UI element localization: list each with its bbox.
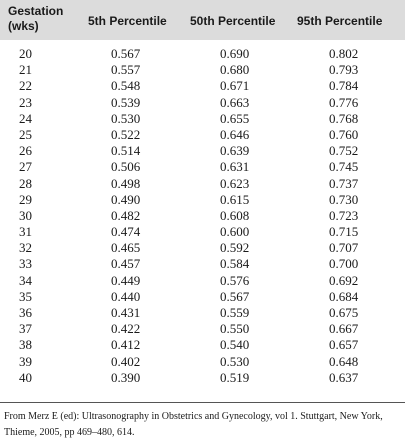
gestation-week-cell: 29 [19, 191, 32, 207]
p95-cell: 0.730 [329, 191, 359, 207]
p95-cell: 0.760 [329, 126, 359, 142]
p50-cell: 0.559 [220, 305, 250, 320]
gestation-week-cell: 24 [19, 110, 32, 126]
p50-cell: 0.576 [220, 272, 250, 288]
p5-cell: 0.465 [111, 240, 141, 256]
p5-cell: 0.539 [111, 94, 141, 110]
table-header [0, 0, 405, 40]
gestation-week-cell: 38 [19, 337, 32, 353]
p95-cell: 0.657 [329, 337, 359, 353]
p50-cell: 0.623 [220, 175, 250, 191]
gestation-week-cell: 36 [19, 305, 32, 320]
p95-cell: 0.752 [329, 143, 359, 159]
p50-cell: 0.600 [220, 224, 250, 240]
table-bottom-rule [0, 402, 405, 403]
table-row [0, 95, 405, 111]
p95-cell: 0.793 [329, 62, 359, 78]
p95-cell: 0.768 [329, 110, 359, 126]
gestation-week-cell: 30 [19, 207, 32, 223]
p95-cell: 0.745 [329, 159, 359, 175]
p5-cell: 0.557 [111, 62, 141, 78]
p95-cell: 0.784 [329, 78, 359, 94]
table-row [0, 143, 405, 159]
header-gestation-line1: Gestation [8, 4, 64, 18]
p95-cell: 0.707 [329, 240, 359, 256]
p5-cell: 0.567 [111, 46, 141, 61]
gestation-week-cell: 35 [19, 288, 32, 304]
p50-cell: 0.615 [220, 191, 250, 207]
p50-cell: 0.567 [220, 288, 250, 304]
p50-cell: 0.663 [220, 94, 250, 110]
p95-cell: 0.675 [329, 305, 359, 320]
header-50th-percentile: 50th Percentile [190, 14, 276, 28]
gestation-week-cell: 39 [19, 353, 32, 369]
p5-cell: 0.498 [111, 175, 141, 191]
table-row [0, 176, 405, 192]
p5-cell: 0.514 [111, 143, 141, 159]
p5-cell: 0.449 [111, 272, 141, 288]
p95-cell: 0.700 [329, 256, 359, 272]
p95-cell: 0.684 [329, 288, 359, 304]
table-row [0, 321, 405, 337]
table-row [0, 111, 405, 127]
p95-cell: 0.723 [329, 207, 359, 223]
header-gestation-line2: (wks) [8, 19, 39, 33]
table-row [0, 289, 405, 305]
gestation-week-cell: 26 [19, 143, 32, 159]
gestation-week-cell: 34 [19, 272, 32, 288]
p50-cell: 0.671 [220, 78, 250, 94]
table-row [0, 354, 405, 370]
p5-cell: 0.457 [111, 256, 141, 272]
p50-cell: 0.655 [220, 110, 250, 126]
p95-cell: 0.715 [329, 224, 359, 240]
p5-cell: 0.482 [111, 207, 141, 223]
p95-cell: 0.692 [329, 272, 359, 288]
p95-cell: 0.737 [329, 175, 359, 191]
gestation-week-cell: 22 [19, 78, 32, 94]
p50-cell: 0.646 [220, 126, 250, 142]
source-citation: From Merz E (ed): Ultrasonography in Obstetrics and Gynecology, vol 1. Stuttgart, New York, Thieme, 2005, pp 469–480, 614. [4, 411, 383, 438]
table-row [0, 78, 405, 94]
header-5th-percentile: 5th Percentile [88, 14, 167, 28]
table-row [0, 192, 405, 208]
p5-cell: 0.522 [111, 126, 141, 142]
gestation-week-cell: 40 [19, 369, 32, 385]
p50-cell: 0.690 [220, 46, 250, 61]
table-row [0, 127, 405, 143]
header-95th-percentile: 95th Percentile [297, 14, 383, 28]
table-row [0, 240, 405, 256]
table-row [0, 208, 405, 224]
table-row [0, 273, 405, 289]
p5-cell: 0.390 [111, 369, 141, 385]
table-row [0, 305, 405, 321]
gestation-week-cell: 28 [19, 175, 32, 191]
p5-cell: 0.548 [111, 78, 141, 94]
p5-cell: 0.506 [111, 159, 141, 175]
p50-cell: 0.519 [220, 369, 250, 385]
p95-cell: 0.637 [329, 369, 359, 385]
gestation-week-cell: 23 [19, 94, 32, 110]
p50-cell: 0.631 [220, 159, 250, 175]
table-row [0, 256, 405, 272]
table-row [0, 224, 405, 240]
p50-cell: 0.540 [220, 337, 250, 353]
percentile-table-body [0, 46, 405, 386]
header-gestation [8, 4, 63, 34]
gestation-week-cell: 33 [19, 256, 32, 272]
p5-cell: 0.474 [111, 224, 141, 240]
table-row [0, 337, 405, 353]
p50-cell: 0.550 [220, 321, 250, 337]
p95-cell: 0.648 [329, 353, 359, 369]
gestation-week-cell: 25 [19, 126, 32, 142]
gestation-week-cell: 20 [19, 46, 32, 61]
p50-cell: 0.639 [220, 143, 250, 159]
p5-cell: 0.490 [111, 191, 141, 207]
p95-cell: 0.776 [329, 94, 359, 110]
p50-cell: 0.592 [220, 240, 250, 256]
table-row [0, 159, 405, 175]
p5-cell: 0.422 [111, 321, 141, 337]
p5-cell: 0.440 [111, 288, 141, 304]
p5-cell: 0.402 [111, 353, 141, 369]
p5-cell: 0.431 [111, 305, 141, 320]
p50-cell: 0.584 [220, 256, 250, 272]
table-row [0, 370, 405, 386]
table-row [0, 46, 405, 62]
p5-cell: 0.412 [111, 337, 141, 353]
p50-cell: 0.680 [220, 62, 250, 78]
table-row [0, 62, 405, 78]
gestation-week-cell: 27 [19, 159, 32, 175]
p50-cell: 0.608 [220, 207, 250, 223]
p5-cell: 0.530 [111, 110, 141, 126]
gestation-week-cell: 31 [19, 224, 32, 240]
p95-cell: 0.667 [329, 321, 359, 337]
gestation-week-cell: 21 [19, 62, 32, 78]
p95-cell: 0.802 [329, 46, 359, 61]
p50-cell: 0.530 [220, 353, 250, 369]
gestation-week-cell: 37 [19, 321, 32, 337]
gestation-week-cell: 32 [19, 240, 32, 256]
